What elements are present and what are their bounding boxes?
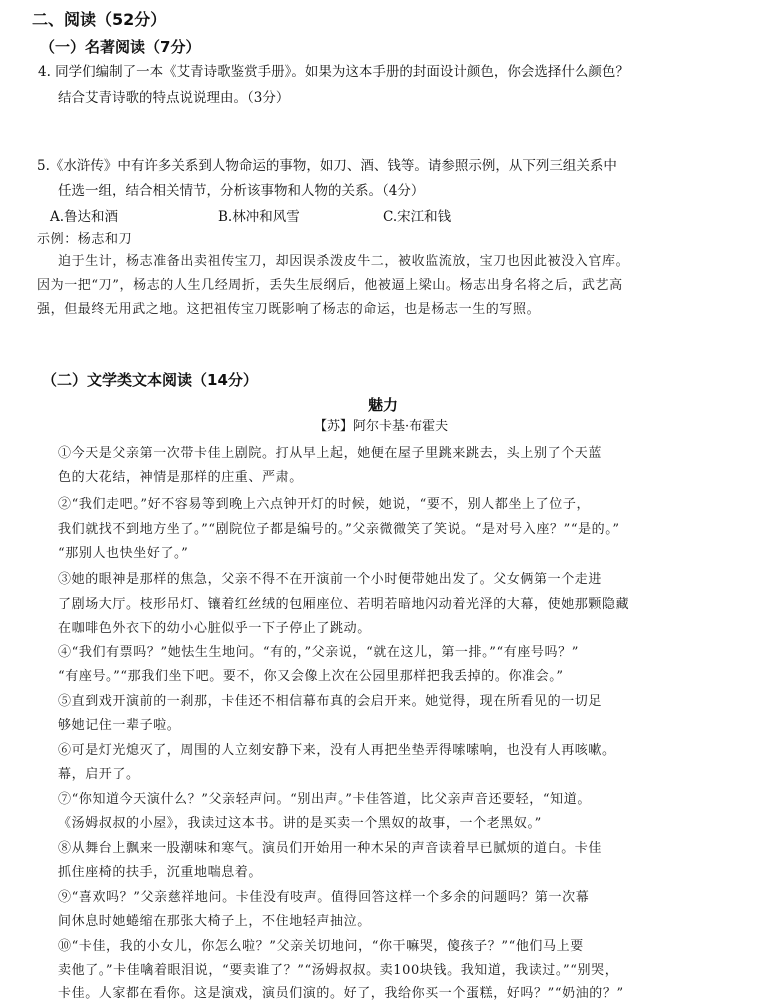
passage-line: 色的大花结，神情是那样的庄重、严肃。 [58, 470, 303, 485]
passage-line: 卖他了。”卡佳噙着眼泪说，“要卖谁了？”“汤姆叔叔。卖100块钱。我知道，我读过。”“别哭， [58, 963, 619, 978]
subsection-heading-classics: （一）名著阅读（7分） [40, 38, 201, 56]
option-c: C.宋江和钱 [383, 209, 452, 225]
passage-author: 【苏】阿尔卡基·布霍夫 [314, 419, 449, 434]
passage-line: “有座号。”“那我们坐下吧。要不，你又会像上次在公园里那样把我丢掉的。你准会。” [58, 669, 564, 684]
passage-line: ⑤直到戏开演前的一刹那，卡佳还不相信幕布真的会启开来。她觉得，现在所看见的一切足 [58, 694, 603, 709]
question-5-line-2: 任选一组，结合相关情节，分析该事物和人物的关系。（4分） [58, 183, 425, 199]
passage-line: 够她记住一辈子啦。 [58, 718, 181, 733]
example-label: 示例：杨志和刀 [37, 232, 133, 247]
passage-line: ④“我们有票吗？”她怯生生地问。“有的，”父亲说，“就在这儿，第一排。”“有座号吗？” [58, 645, 579, 660]
passage-line: ③她的眼神是那样的焦急，父亲不得不在开演前一个小时便带她出发了。父女俩第一个走进 [58, 572, 603, 587]
passage-line: “那别人也快坐好了。” [58, 546, 189, 561]
example-line-2: 因为一把“刀”，杨志的人生几经周折，丢失生辰纲后，他被逼上梁山。杨志出身名将之后，武艺高 [37, 278, 623, 293]
passage-line: 在咖啡色外衣下的幼小心脏似乎一下子停止了跳动。 [58, 621, 371, 636]
section-heading: 二、阅读（52分） [32, 10, 167, 29]
subsection-heading-literary: （二）文学类文本阅读（14分） [42, 371, 258, 389]
question-5-line-1: 5.《水浒传》中有许多关系到人物命运的事物，如刀、酒、钱等。请参照示例，从下列三组关系中 [37, 158, 617, 174]
question-4-line-1: 4. 同学们编制了一本《艾青诗歌鉴赏手册》。如果为这本手册的封面设计颜色，你会选择什么颜色？ [38, 64, 629, 80]
passage-line: ①今天是父亲第一次带卡佳上剧院。打从早上起，她便在屋子里跳来跳去，头上别了个天蓝 [58, 446, 603, 461]
passage-line: ②“我们走吧。”好不容易等到晚上六点钟开灯的时候，她说，“要不，别人都坐上了位子， [58, 497, 591, 512]
passage-line: 《汤姆叔叔的小屋》，我读过这本书。讲的是买卖一个黑奴的故事，一个老黑奴。” [58, 816, 542, 831]
passage-line: ⑥可是灯光熄灭了，周围的人立刻安静下来，没有人再把坐垫弄得嗦嗦响，也没有人再咳嗽。 [58, 743, 616, 758]
passage-line: ⑩“卡佳，我的小女儿，你怎么啦？”父亲关切地问，“你干嘛哭，傻孩子？”“他们马上要 [58, 939, 584, 954]
passage-line: ⑧从舞台上飘来一股潮味和寒气。演员们开始用一种木呆的声音读着早已腻烦的道白。卡佳 [58, 841, 603, 856]
example-line-1: 迫于生计，杨志准备出卖祖传宝刀，却因误杀泼皮牛二，被收监流放，宝刀也因此被没入官库。 [58, 254, 630, 269]
passage-line: 抓住座椅的扶手，沉重地喘息着。 [58, 865, 263, 880]
option-b: B.林冲和风雪 [218, 209, 300, 225]
passage-line: 了剧场大厅。枝形吊灯、镶着红丝绒的包厢座位、若明若暗地闪动着光泽的大幕，使她那颗隐藏 [58, 597, 630, 612]
example-line-3: 强，但最终无用武之地。这把祖传宝刀既影响了杨志的命运，也是杨志一生的写照。 [37, 302, 541, 317]
option-a: A.鲁达和酒 [50, 209, 119, 225]
passage-line: 间休息时她蜷缩在那张大椅子上，不住地轻声抽泣。 [58, 914, 371, 929]
passage-line: 我们就找不到地方坐了。”“剧院位子都是编号的。”父亲微微笑了笑说。“是对号入座？”“是的。” [58, 522, 620, 537]
passage-line: 卡佳。人家都在看你。这是演戏，演员们演的。好了，我给你买一个蛋糕，好吗？”“奶油的？” [58, 986, 624, 1001]
passage-line: ⑨“喜欢吗？”父亲慈祥地问。卡佳没有吱声。值得回答这样一个多余的问题吗？第一次幕 [58, 890, 590, 905]
passage-line: 幕，启开了。 [58, 767, 140, 782]
question-4-line-2: 结合艾青诗歌的特点说说理由。（3分） [58, 90, 290, 106]
passage-title: 魅力 [368, 396, 399, 414]
passage-line: ⑦“你知道今天演什么？”父亲轻声问。“别出声。”卡佳答道，比父亲声音还要轻，“知道。 [58, 792, 591, 807]
